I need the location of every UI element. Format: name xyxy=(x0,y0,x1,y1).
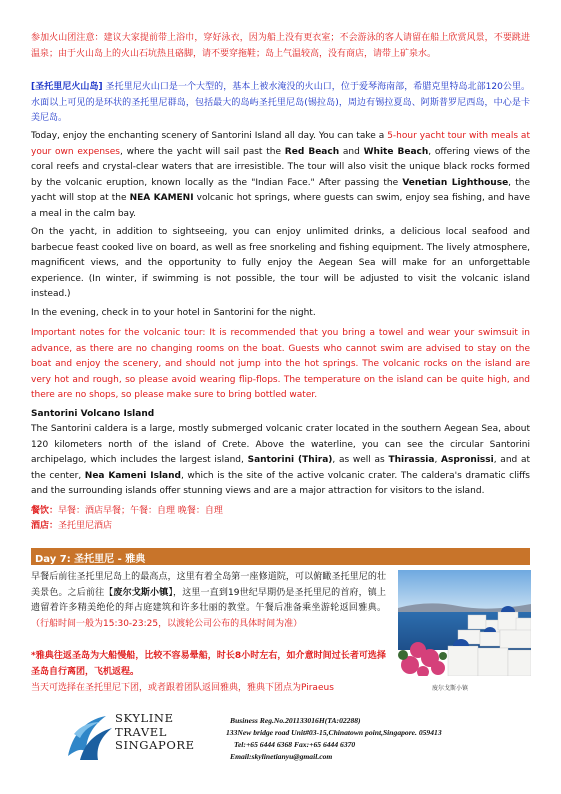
volcano-notice-label: 参加火山团注意： xyxy=(31,33,104,43)
day7-option: 当天可选择在圣托里尼下团，或者跟着团队返回雅典，雅典下团点为Piraeus xyxy=(31,683,334,693)
para-today-text-7: , offering views of the coral reefs and crystal-clear waters that are irresistible. The tour will also visit the unique black rocks formed by the volcanic eruption, known locally as the "Indian Face." After passing the xyxy=(31,146,530,188)
day7-title: Day 7: 圣托里尼 - 雅典 xyxy=(35,554,146,565)
volcano-notice-text: 建议大家提前带上浴巾，穿好泳衣，因为船上没有更衣室；不会游泳的客人请留在船上欣赏风景，不要跳进温泉；由于火山岛上的火山石坑热且硌脚，请不要穿拖鞋；岛上气温较高，没有商店，请带上矿泉水。 xyxy=(31,33,530,59)
volcano-heading: Santorini Volcano Island xyxy=(31,409,155,419)
para-today-text-9: , the yacht will stop at the xyxy=(31,177,530,204)
business-reg: Business Reg.No.201133016H(TA:02288) xyxy=(230,716,361,725)
brand-line-3: SINGAPORE xyxy=(115,738,195,752)
hotel-label: 酒店： xyxy=(31,521,59,531)
ferry-time-note: （行船时间一般为15:30-23:25，以渡轮公司公布的具体时间为准） xyxy=(31,618,303,629)
para-today-text-3: , where the yacht will sail past the xyxy=(119,146,285,157)
brand-line-1: SKYLINE xyxy=(115,711,174,725)
yacht-tour-highlight: 5-hour yacht tour with meals at your own expenses xyxy=(31,131,530,157)
day7-body-2: 】，这里一直到19世纪早期仍是圣托里尼的首府，镇上遗留着许多精美绝伦的拜占庭建筑和许多壮丽的教堂。午餐后准备乘坐游轮返回雅典。 xyxy=(31,587,386,614)
brand-line-2: TRAVEL xyxy=(115,724,167,739)
footer-phone: Tel:+65 6444 6368 Fax:+65 6444 6370 xyxy=(234,740,356,749)
day7-body xyxy=(31,570,386,632)
para-today-text-5: and xyxy=(339,146,364,157)
day7-header xyxy=(31,548,530,565)
nea-kameni: NEA KAMENI xyxy=(129,193,194,204)
volcano-island-cn-label: [圣托里尼火山岛] xyxy=(31,82,103,92)
volcano-desc-text-3: , as well as xyxy=(332,455,389,466)
venetian-lighthouse: Venetian Lighthouse xyxy=(402,177,509,188)
pyrgos-village: 废尔戈斯小镇 xyxy=(113,587,169,598)
footer-email: Email:skylinetianyu@gmail.com xyxy=(230,752,333,761)
meals-line xyxy=(31,504,530,520)
para-today xyxy=(31,129,530,223)
important-notes: Important notes for the volcanic tour: It is recommended that you bring a towel and wear your swimsuit in advance, as there are no changing rooms on the boat. Guests who cannot swim are advised to stay on the boat and enjoy the scenery, and should not jump into the hot springs. The volcanic rocks on the island are very hot and rough, so please avoid wearing flip-flops. The temperature on the island can be quite high, and there are no shops, so please make sure to bring bottled water. xyxy=(31,328,530,401)
pyrgos-photo xyxy=(398,570,531,676)
volcano-island-cn xyxy=(31,80,530,127)
ferry-warning: *雅典往返圣岛为大船慢船，比较不容易晕船，时长8小时左右，如介意时间过长者可选择圣岛自行离团，飞机返程。 xyxy=(31,651,386,677)
thirassia: Thirassia xyxy=(388,455,435,466)
para-today-text-11: volcanic hot springs, where guests can swim, enjoy sea fishing, and have a meal in the calm bay. xyxy=(31,193,531,219)
photo-caption: 废尔戈斯小镇 xyxy=(432,685,469,692)
aspronissi: Aspronissi xyxy=(441,455,494,466)
footer-address: 133New bridge road Unit#03-15,Chinatown point,Singapore. 059413 xyxy=(226,728,442,737)
volcano-island-cn-text: 圣托里尼火山口是一个大型的，基本上被水淹没的火山口，位于爱琴海南部，希腊克里特岛北部120公里。水面以上可见的是环状的圣托里尼群岛，包括最大的岛屿圣托里尼岛(锡拉岛)，周边有锡拉夏岛、阿斯普罗尼西岛，中心是卡美尼岛。 xyxy=(31,82,530,124)
para-evening: In the evening, check in to your hotel in Santorini for the night. xyxy=(31,308,316,318)
volcano-notice-cn xyxy=(31,31,530,62)
nea-kameni-island: Nea Kameni Island xyxy=(84,470,181,481)
volcano-desc-text-7: , and at the center, xyxy=(31,455,530,481)
meals-text: 早餐：酒店早餐；午餐：自理 晚餐：自理 xyxy=(58,506,223,516)
hotel-text: 圣托里尼酒店 xyxy=(58,521,113,531)
para-today-text-1: Today, enjoy the enchanting scenery of Santorini Island all day. You can take a xyxy=(31,131,388,141)
para-yacht: On the yacht, in addition to sightseeing, you can enjoy unlimited drinks, a delicious local seafood and barbecue feast cooked live on board, as well as free snorkeling and fishing equipment. The lively atmosphere, magnificent views, and the opportunity to fully enjoy the Aegean Sea will make for an unforgettable experience. (In winter, if swimming is not possible, the tour will be adjusted to visit the volcanic island instead.) xyxy=(31,227,530,300)
brand-name xyxy=(115,712,195,753)
meals-label: 餐饮： xyxy=(31,506,59,516)
volcano-desc-text-9: , which is the site of the active volcanic crater. The caldera's dramatic cliffs and the surrounding islands offer stunning views and are a major attraction for visitors to the island. xyxy=(31,470,530,497)
skyline-logo-icon xyxy=(62,712,122,764)
red-beach: Red Beach xyxy=(284,146,340,157)
hotel-line xyxy=(31,519,530,535)
santorini-thira: Santorini (Thira) xyxy=(247,455,333,466)
white-beach: White Beach xyxy=(363,146,429,157)
volcano-desc-text-1: The Santorini caldera is a large, mostly submerged volcanic crater located in the southern Aegean Sea, about 120 kilometers north of the island of Crete. Above the waterline, you can see the circular Santorini archipelago, which includes the largest island, xyxy=(31,424,530,466)
volcano-desc xyxy=(31,422,530,500)
day7-body-1: 早餐后前往圣托里尼岛上的最高点，这里有着全岛第一座修道院，可以俯瞰圣托里尼的壮美景色。之后前往【 xyxy=(31,572,386,598)
volcano-desc-text-5: , xyxy=(434,455,442,466)
